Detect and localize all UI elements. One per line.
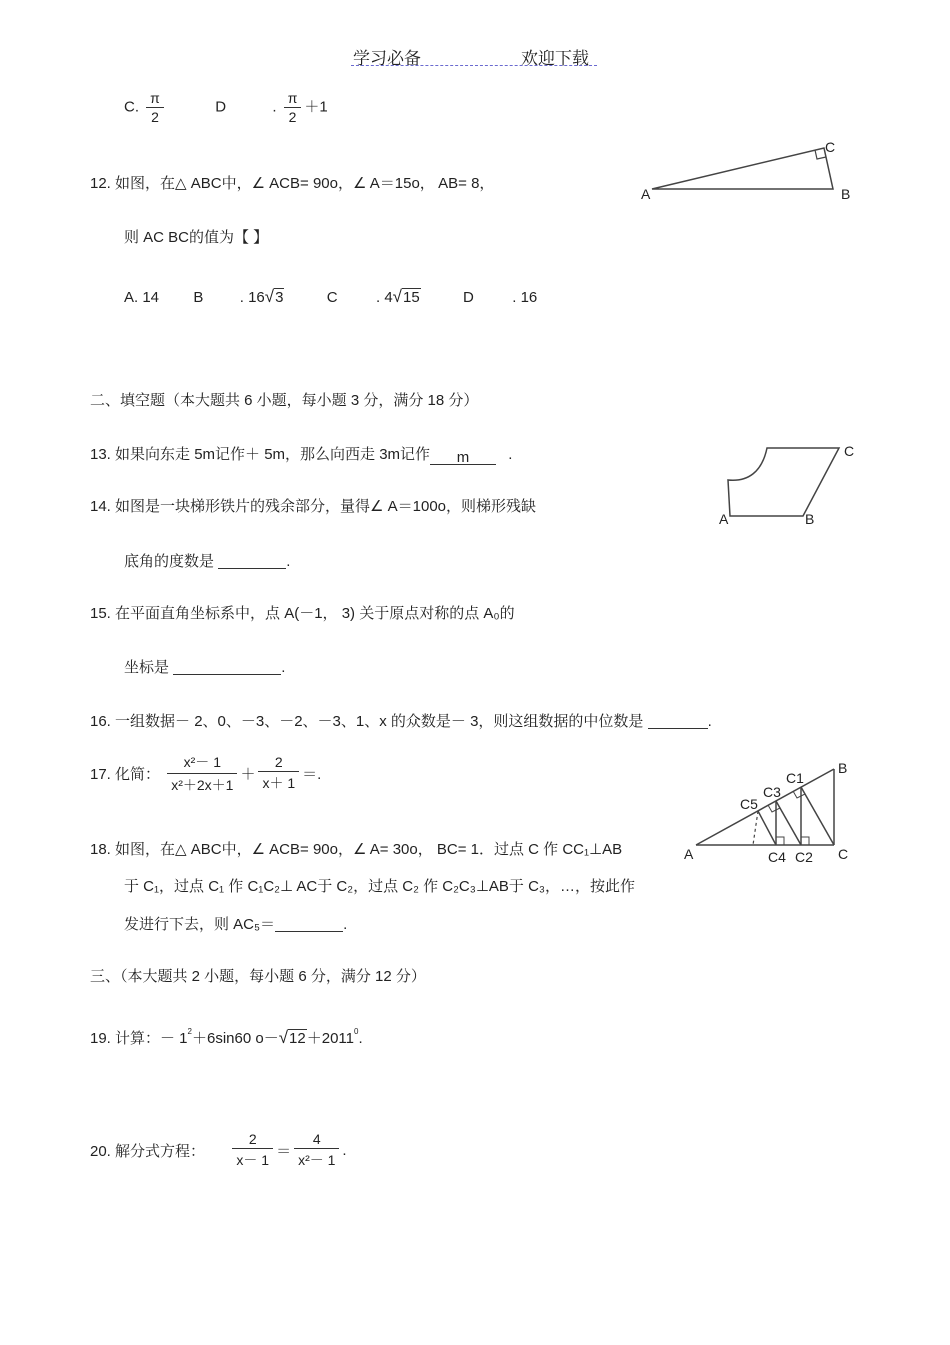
- q17-fraction-1: $\frac{\text{x²－ 1}}{\text{x²＋2x＋1}}$: [167, 752, 237, 795]
- header-underline: [351, 65, 597, 66]
- q20-fraction-1: $\frac{2}{x- 1}$: [232, 1131, 273, 1170]
- q18-text: 18. 如图，在△ ABC中，∠ ACB= 90o，∠ A= 30o， BC= 1．过点 C 作 CC₁⊥AB: [90, 841, 623, 858]
- section2-title: 二、填空题（本大题共 6 小题，每小题 3 分，满分 18 分）: [90, 392, 479, 409]
- q12-line2: 则 AC BC的值为【 】: [124, 229, 269, 246]
- q20-fraction-2: $\frac{4}{\text{x²－ 1}}$: [294, 1131, 339, 1170]
- q12-figure: [635, 135, 865, 210]
- q18-label-a: A: [684, 846, 694, 862]
- q14-blank: [218, 553, 286, 569]
- q18-label-c: C: [838, 846, 849, 862]
- q13-text: 13. 如果向东走 5m记作＋ 5m，那么向西走 3m记作 m .: [90, 446, 513, 466]
- q17-expression: 17. 化简： $\frac{\text{x²－ 1}}{\text{x²＋2x＋1}}$ ＋ $\frac{2}{x+ 1}$ ＝.: [90, 754, 322, 793]
- q17-fraction-2: $\frac{2}{x+ 1}$: [258, 754, 299, 793]
- q18-label-c1: C1: [786, 770, 804, 786]
- q12-options: A. 14 B . 16√3 C . 4√15 D . 16: [124, 287, 538, 306]
- q20-expression: 20. 解分式方程： $\frac{2}{x- 1}$ ＝ $\frac{4}{\text{x²－ 1}}$ .: [90, 1131, 347, 1168]
- q14-figure: [712, 440, 862, 530]
- header-right: 欢迎下载: [521, 49, 589, 68]
- q16-blank: [648, 713, 708, 729]
- q11-d-fraction: $\frac{\pi}{2}$: [284, 90, 302, 125]
- q15-line2: 坐标是 .: [124, 659, 286, 676]
- q14-label-c: C: [844, 443, 855, 459]
- q18-label-c5: C5: [740, 796, 758, 812]
- q16-text: 16. 一组数据－ 2、0、－3、－2、－3、1、x 的众数是－ 3，则这组数据的中位数是 .: [90, 713, 712, 730]
- q18-blank: [275, 916, 343, 932]
- q12-label-c: C: [825, 139, 836, 155]
- q18-figure: [680, 755, 860, 870]
- q11-d-label: D: [215, 98, 227, 116]
- q19-expression: 19. 计算：－ $1^2+6\sin 60$ $o-√12+2011^0$.: [90, 1027, 363, 1047]
- q11-c-label: C.: [124, 98, 139, 116]
- q18-label-c3: C3: [763, 784, 781, 800]
- q18-label-b: B: [838, 760, 848, 776]
- q15-text: 15. 在平面直角坐标系中，点 A(－1， 3) 关于原点对称的点 A₀的: [90, 605, 515, 622]
- q12-label-b: B: [841, 186, 851, 202]
- q11-options: C. $\frac{\pi}{2}$ D . $\frac{\pi}{2}$ ＋1: [124, 90, 328, 125]
- q14-line2: 底角的度数是 .: [124, 553, 291, 570]
- q14-text: 14. 如图是一块梯形铁片的残余部分，量得∠ A＝100o，则梯形残缺: [90, 498, 537, 515]
- q11-c-fraction: $\frac{\pi}{2}$: [146, 90, 164, 125]
- q12-label-a: A: [641, 186, 651, 202]
- q12-text: 12. 如图，在△ ABC中，∠ ACB= 90o，∠ A＝15o， AB= 8，: [90, 175, 495, 192]
- q15-blank: [173, 659, 281, 675]
- q18-line2: 于 C₁，过点 C₁ 作 C₁C₂⊥ AC于 C₂，过点 C₂ 作 C₂C₃⊥AB于 C₃，…，按此作: [124, 878, 636, 895]
- q13-answer: m: [430, 449, 496, 465]
- section3-title: 三、（本大题共 2 小题，每小题 6 分，满分 12 分）: [90, 968, 426, 985]
- q18-line3: 发进行下去，则 AC₅＝ .: [124, 916, 348, 933]
- q14-label-b: B: [805, 511, 815, 527]
- header-left: 学习必备: [353, 49, 421, 68]
- q18-label-c4: C4: [768, 849, 786, 865]
- q18-label-c2: C2: [795, 849, 813, 865]
- q14-label-a: A: [719, 511, 729, 527]
